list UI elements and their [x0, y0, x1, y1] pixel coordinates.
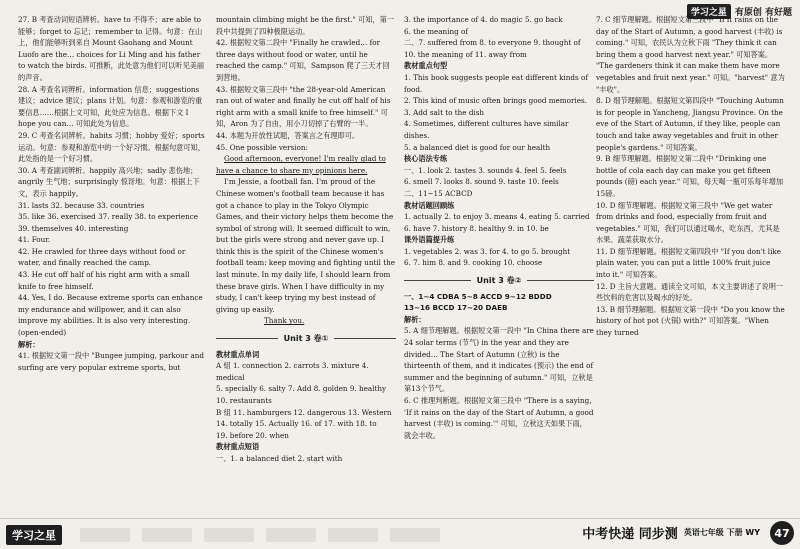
analysis-item: 11. D 细节理解题。根据短文第四段中 "If you don't like plain water, you can put a little 100% fruit juice into it." 可知答案。 — [596, 246, 781, 280]
divider — [404, 280, 471, 281]
analysis-item: 13. B 细节理解题。根据短文第一段中 "Do you know the history of hot pot (火锅) with?" 可知答案。"When they turned — [596, 304, 785, 338]
answer-line: 二、7. suffered from 8. to everyone 9. thought of — [404, 38, 581, 48]
answer-line: 4. Sometimes, different cultures have similar dishes. — [404, 119, 569, 140]
answer-line: 14. totally 15. Actually 16. of 17. with 18. to — [216, 419, 377, 429]
answer-line: 10. restaurants — [216, 396, 272, 405]
divider — [216, 338, 278, 339]
answer-item: 28. A 考查名词辨析。information 信息；suggestions 建议；advice 建议；plans 计划。句意：参观和游览的重要信息……根据上文可知，此处应为信息。根据下文 I hope you can… 可知此处为信息。 — [18, 84, 203, 129]
answer-item: 27. B 考查动词短语辨析。have to 不得不；are able to 能够；forget to 忘记；remember to 记得。句意：在山上，他们能够听到来自 Mount Gaohang and Mount Luofo are the… choices for Li Ming and his father to watch the birds. 可推断，此处意为他们可以听见美丽的声音。 — [18, 15, 205, 82]
analysis-label: 解析： — [404, 314, 426, 324]
section-title: 教材话题回顾练 — [404, 200, 455, 210]
answer-item: 41. 根据短文第一段中 "Bungee jumping, parkour and surfing are very popular extreme sports, but — [18, 351, 204, 372]
answer-item: 30. A 考查副词辨析。happily 高兴地；sadly 悲伤地；angrily 生气地；surprisingly 惊讶地。句意：根据上下文，表示 happily。 — [18, 165, 200, 198]
answer-line: 一、1. a balanced diet 2. start with — [216, 453, 343, 463]
answer-line: 6. 7. him 8. and 9. cooking 10. choose — [404, 258, 543, 268]
section-title: 教材重点短语 — [216, 442, 260, 452]
analysis-item: 10. D 细节理解题。根据短文第三段中 "We get water from drinks and food, especially from fruit and vegetables." 可知，我们可以通过喝水，吃东西，尤其是水果、蔬菜获取水分。 — [596, 200, 780, 245]
answer-line: 二、11~15 ACBCD — [404, 188, 473, 198]
answer-item: 29. C 考查名词辨析。habits 习惯；hobby 爱好；sports 运动。句意：参观和游览中的一个好习惯。根据句意可知，此处指的是一个好习惯。 — [18, 130, 205, 164]
section-title: 课外语篇提升练 — [404, 235, 455, 245]
answer-key: 一、1~4 CDBA 5~8 ACCD 9~12 BDDD — [404, 291, 552, 301]
answer-line: 6. have 7. history 8. healthy 9. in 10. be — [404, 223, 549, 233]
answer-line: 3. Add salt to the dish — [404, 107, 485, 117]
analysis-item: 12. D 主旨大意题。通读全文可知，本文主要讲述了说明一些饮料的危害以及喝水的好处。 — [596, 281, 784, 303]
watermark-mark — [266, 528, 316, 542]
answer-line: 1. vegetables 2. was 3. for 4. to go 5. brought — [404, 246, 571, 256]
footer-brand: 学习之星 — [6, 525, 62, 545]
answer-item: 42. 根据短文第二段中 "Finally he crawled… for three days without food or water, until he reached the camp." 可知，Sampson 爬了三天才回到营地。 — [216, 38, 390, 82]
watermark-mark — [390, 528, 440, 542]
unit-heading — [216, 333, 396, 345]
watermark-strip — [80, 528, 500, 542]
footer-bar — [0, 518, 800, 549]
answer-line: A 組 1. connection 2. carrots 3. mixture 4. medical — [216, 361, 369, 382]
answer-line: 6. smell 7. looks 8. sound 9. taste 10. feels — [404, 177, 559, 187]
analysis-item: 5. A 细节理解题。根据短文第一段中 "In China there are 24 solar terms (节气) in the year and they are divided… The Start of Autumn (立秋) is the thirteenth of them, and it indicates (预示) the end of summer and the beginning of autumn." 可知，立秋是第13个节气。 — [404, 326, 594, 394]
answer-item: 43. He cut off half of his right arm with a small knife to free himself. — [18, 270, 190, 291]
analysis-item: 7. C 细节理解题。根据短文第三段中 "If it rains on the day of the Start of Autumn, a good harvest (丰收) is coming." 可知，农民认为立秋下雨 "They think it can bring them a good harvest next year." 可知答案。 — [596, 15, 783, 59]
answer-item: 44. 本题为开放性试题，答案言之有理即可。 — [216, 130, 360, 140]
answer-column-3 — [404, 14, 594, 441]
answer-column-2 — [216, 14, 396, 465]
analysis-item: 9. B 细节理解题。根据短文第二段中 "Drinking one bottle of cola each day can make you get fifteen pounds (磅) each year." 可知，每天喝一瓶可乐每年增加15磅。 — [596, 154, 784, 198]
watermark-mark — [142, 528, 192, 542]
answer-line: 2. This kind of music often brings good memories. — [404, 96, 587, 106]
analysis-item: 6. C 推理判断题。根据短文第三段中 "There is a saying, 'If it rains on the day of the Start of Autumn, a good harvest (丰收) is coming.'" 可知，立秋这天如果下雨，就会丰收。 — [404, 396, 594, 440]
answer-line: 5. a balanced diet is good for our health — [404, 142, 551, 152]
sample-essay — [216, 153, 396, 327]
analysis-item: "The gardeners think it can make them have more vegetables and fruit next year." 可知。"harvest" 意为 "丰收"。 — [596, 61, 785, 94]
unit-heading — [404, 275, 594, 287]
answer-line: 5. specially 6. salty 7. Add 8. golden 9. healthy — [216, 384, 387, 394]
essay-label: 45. One possible version: — [216, 142, 308, 152]
subject-label: 英语七年级 下册 WY — [683, 528, 760, 537]
watermark-mark — [328, 528, 378, 542]
analysis-item: 8. D 细节理解题。根据短文第四段中 "Touching Autumn is for people in Yancheng, Jiangsu Province. On the eve of the Start of Autumn, if they like, people can touch and take away vegetables and fruit in other people's gardens." 可知答案。 — [596, 96, 784, 152]
answer-line: 一、1. look 2. tastes 3. sounds 4. feel 5. feels — [404, 165, 567, 175]
analysis-label: 解析： — [18, 339, 40, 349]
essay-paragraph: Good afternoon, everyone! I'm really glad to have a chance to share my opinions here. — [216, 154, 386, 175]
answer-item: 41. Four. — [18, 235, 51, 245]
answer-column-4 — [596, 14, 786, 339]
answer-item: 35. like 36. exercised 37. really 38. to experience — [18, 212, 198, 222]
divider — [527, 280, 594, 281]
answer-line: B 組 11. hamburgers 12. dangerous 13. Western — [216, 407, 392, 417]
answer-key: 13~16 BCCD 17~20 DAEB — [404, 303, 508, 313]
answer-line: 6. the meaning of — [404, 26, 468, 36]
footer-title — [582, 523, 760, 542]
answer-item: 43. 根据短文第三段中 "the 28-year-old American ran out of water and finally he cut off half of his right arm with a small knife to free himself." 可知，Aron 为了自由，用小刀切掉了右臂的一半。 — [216, 84, 391, 129]
answer-line: 10. the meaning of 11. away from — [404, 49, 527, 59]
brand-logo: 学习之星 — [687, 4, 731, 19]
essay-paragraph: I'm Jessie, a football fan. I'm proud of the Chinese women's football team because it has got a chance to play in the Tokyo Olympic Games, and their victory helps them become the symbol of strong will. It seemed difficult to win, but the girls were strong and never gave up. I think this is the spirit of the Chinese women's football team: keep moving and fighting until the last minute. In my daily life, I should learn from these brave girls. When I have difficulty in my study, I can't keep trying my best instead of giving up easily. — [216, 177, 396, 314]
watermark-mark — [80, 528, 130, 542]
watermark-mark — [204, 528, 254, 542]
answer-line: 1. This book suggests people eat different kinds of food. — [404, 72, 588, 94]
essay-closing: Thank you. — [264, 316, 305, 326]
answer-column-1 — [18, 14, 206, 373]
brand-slogan: 有原创 有好题 — [734, 7, 792, 18]
answer-item: 44. Yes, I do. Because extreme sports can enhance my endurance and willpower, and it can also improve my abilities. It is also very interesting. (open-ended) — [18, 293, 203, 338]
section-title: 教材重点句型 — [404, 61, 448, 71]
section-title: 核心语法专练 — [404, 154, 448, 164]
answer-line: 1. actually 2. to enjoy 3. means 4. eating 5. carried — [404, 212, 590, 222]
unit-title: Unit 3 卷② — [476, 276, 522, 286]
answer-line: 19. before 20. when — [216, 430, 289, 440]
divider — [334, 338, 396, 339]
answer-line: 3. the importance of 4. do magic 5. go back — [404, 15, 563, 24]
answer-item: 31. lasts 32. because 33. countries — [18, 200, 145, 210]
book-title: 中考快递 同步测 — [582, 527, 678, 542]
page-number: 47 — [770, 521, 794, 545]
answer-item: mountain climbing might be the first." 可知，第一段中共提到了四种极限运动。 — [216, 15, 394, 36]
answer-item: 39. themselves 40. interesting — [18, 223, 129, 233]
unit-title: Unit 3 卷① — [283, 334, 329, 344]
section-title: 教材重点单词 — [216, 349, 260, 359]
answer-item: 42. He crawled for three days without food or water, and finally reached the camp. — [18, 246, 186, 268]
